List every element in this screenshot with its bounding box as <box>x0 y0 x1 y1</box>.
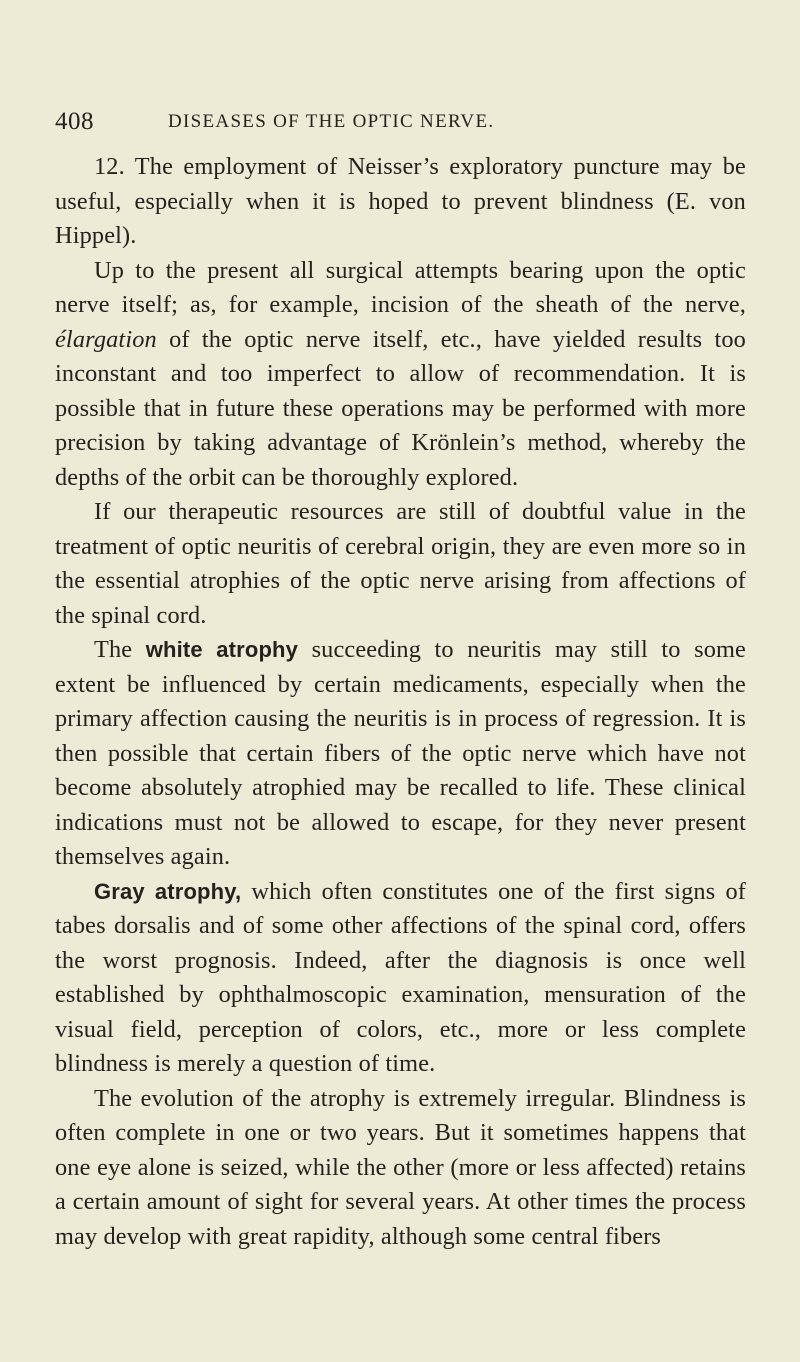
page-header <box>55 108 745 142</box>
paragraph-surgical-attempts <box>55 254 746 496</box>
paragraph-text: The evolution of the atrophy is extremely irregular. Blindness is often complete in one or two years. But it sometimes happens that one eye alone is seized, while the other (more or less affected) retains a certain amount of sight for several years. At other times the process may develop with great rapidity, although some central fibers <box>55 1084 746 1250</box>
body-text <box>55 150 746 1254</box>
bold-term-gray-atrophy: Gray atrophy, <box>94 878 242 904</box>
paragraph-gray-atrophy <box>55 875 746 1082</box>
bold-term-white-atrophy: white atrophy <box>145 637 299 662</box>
paragraph-text: of the optic nerve itself, etc., have yielded results too inconstant and too imperfect to allow of recommendation. It is possible that in future these operations may be performed with more precision by taking advantage of Krönlein’s method, whereby the depths of the orbit can be thoroughly explored. <box>55 325 746 491</box>
page-number: 408 <box>55 108 94 135</box>
italic-term: élargation <box>55 325 157 353</box>
paragraph-white-atrophy <box>55 633 746 875</box>
paragraph-evolution <box>55 1082 746 1255</box>
paragraph-text: Up to the present all surgical attempts bearing upon the optic nerve itself; as, for example, incision of the sheath of the nerve, <box>55 256 746 318</box>
paragraph-text: which often constitutes one of the first signs of tabes dorsalis and of some other affections of the spinal cord, offers the worst prognosis. Indeed, after the diagnosis is once well established by ophthalmoscopic examination, mensuration of the visual field, perception of colors, etc., more or less complete blindness is merely a question of time. <box>55 877 746 1077</box>
paragraph-text: If our therapeutic resources are still of doubtful value in the treatment of optic neuritis of cerebral origin, they are even more so in the essential atrophies of the optic nerve arising from affections of the spinal cord. <box>55 498 746 629</box>
paragraph-text: 12. The employment of Neisser’s exploratory puncture may be useful, especially when it is hoped to prevent blindness (E. von Hippel). <box>55 153 746 249</box>
paragraph-text: succeeding to neuritis may still to some extent be influenced by certain medicaments, especially when the primary affection causing the neuritis is in process of regression. It is then possible that certain fibers of the optic nerve which have not become absolutely atrophied may be recalled to life. These clinical indications must not be allowed to escape, for they never present themselves again. <box>55 636 746 870</box>
paragraph-neisser-puncture <box>55 150 746 254</box>
paragraph-therapeutic-resources <box>55 495 746 633</box>
paragraph-text: The <box>94 636 133 663</box>
running-head: DISEASES OF THE OPTIC NERVE. <box>168 111 495 132</box>
